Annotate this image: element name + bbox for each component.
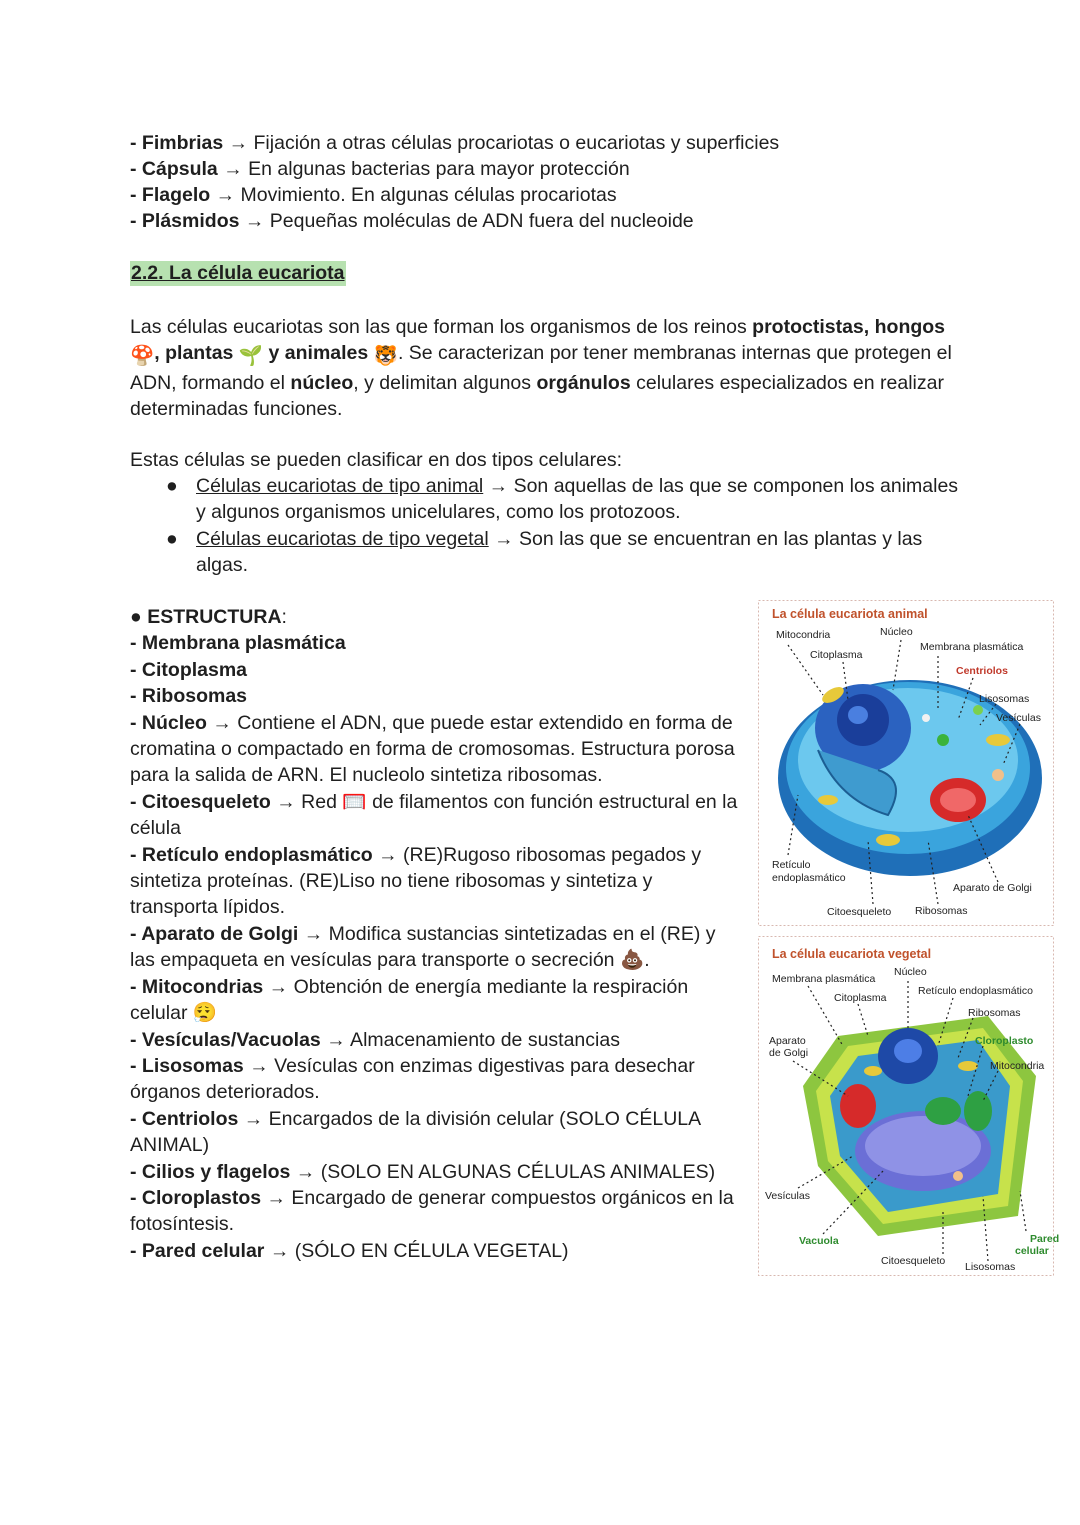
- term: - Vesículas/Vacuolas: [130, 1028, 321, 1051]
- label-nucleo: Núcleo: [894, 966, 927, 978]
- structure-item: [130, 1159, 742, 1185]
- structure-section: [130, 604, 742, 1264]
- desc: → En algunas bacterias para mayor protección: [217, 158, 630, 180]
- label-vesiculas: Vesículas: [765, 1190, 810, 1202]
- desc: → Red 🥅 de filamentos con función estructural en la célula: [130, 790, 738, 840]
- term: - Pared celular: [130, 1239, 265, 1262]
- list-item-fimbrias: [130, 130, 779, 156]
- structure-title: [130, 604, 742, 630]
- bullet-icon: ●: [166, 527, 178, 550]
- label-mitocondria: Mitocondria: [776, 629, 831, 641]
- label-vacuola: Vacuola: [799, 1235, 839, 1247]
- term: - Plásmidos: [130, 210, 240, 232]
- structure-item: [130, 630, 742, 656]
- figure-title: La célula eucariota animal: [772, 607, 928, 621]
- desc: → Pequeñas moléculas de ADN fuera del nucleoide: [239, 210, 694, 232]
- text: Las células eucariotas son las que forman los organismos de los reinos: [130, 316, 753, 338]
- bold-text: núcleo: [290, 371, 354, 394]
- colon: :: [281, 606, 287, 628]
- structure-item: [130, 657, 742, 683]
- desc: → (RE)Rugoso ribosomas pegados y sintetiza proteínas. (RE)Liso no tiene ribosomas y sintetiza y transporta lípidos.: [130, 843, 702, 919]
- tiger-icon: 🐯: [373, 345, 398, 368]
- text: celulares especializados en realizar determinadas funciones.: [130, 371, 944, 421]
- label-citoplasma: Citoplasma: [834, 992, 887, 1004]
- type-title: Células eucariotas de tipo vegetal: [196, 527, 489, 550]
- term: - Ribosomas: [130, 685, 248, 708]
- term: - Fimbrias: [130, 132, 224, 154]
- label-pared-2: celular: [1015, 1245, 1049, 1257]
- term: - Núcleo: [130, 711, 207, 734]
- desc: → Encargados de la división celular (SOLO CÉLULA ANIMAL): [130, 1107, 701, 1157]
- animal-cell-figure: [758, 600, 1054, 926]
- structure-item: [130, 683, 742, 709]
- bold-text: hongos: [874, 316, 946, 338]
- term: - Citoesqueleto: [130, 790, 271, 813]
- intro-paragraph: [130, 314, 960, 423]
- label-ribosomas: Ribosomas: [968, 1007, 1021, 1019]
- term: - Flagelo: [130, 184, 211, 206]
- desc: → Encargado de generar compuestos orgánicos en la fotosíntesis.: [130, 1186, 734, 1236]
- term: - Cápsula: [130, 158, 218, 180]
- text: , y delimitan algunos: [353, 371, 537, 394]
- structure-item: [130, 974, 742, 1027]
- label-reticulo-2: endoplasmático: [772, 872, 846, 884]
- label-ribosomas: Ribosomas: [915, 905, 968, 917]
- label-reticulo: Retículo endoplasmático: [918, 985, 1033, 997]
- desc: → Modifica sustancias sintetizadas en el (RE) y las empaqueta en vesículas para transporte o secreción 💩.: [130, 922, 716, 972]
- bold-text: protoctistas,: [752, 316, 870, 338]
- structure-item: [130, 1053, 742, 1106]
- label-lisosomas: Lisosomas: [965, 1261, 1016, 1273]
- seedling-icon: 🌱: [238, 345, 264, 368]
- desc: → Contiene el ADN, que puede estar extendido en forma de cromatina o compactado en forma de cromosomas. Estructura porosa para la salida de ARN. El nucleolo sintetiza ribosomas.: [130, 711, 735, 787]
- desc: → Almacenamiento de sustancias: [320, 1028, 620, 1051]
- label-aparato-2: de Golgi: [769, 1047, 809, 1059]
- list-item-flagelo: [130, 182, 617, 208]
- section-heading: 2.2. La célula eucariota: [131, 262, 345, 284]
- label-nucleo: Núcleo: [880, 626, 913, 638]
- desc: → Movimiento. En algunas células procariotas: [210, 184, 617, 206]
- term: - Citoplasma: [130, 658, 248, 681]
- plant-cell-figure: [758, 936, 1060, 1276]
- type-title: Células eucariotas de tipo animal: [196, 475, 484, 497]
- list-item-capsula: [130, 156, 630, 182]
- mushroom-icon: 🍄: [130, 345, 155, 368]
- desc: → Vesículas con enzimas digestivas para desechar órganos deteriorados.: [130, 1054, 695, 1104]
- bold-text: y animales: [263, 342, 369, 365]
- label-citoesqueleto: Citoesqueleto: [881, 1255, 946, 1267]
- term: - Centriolos: [130, 1107, 239, 1130]
- label-membrana: Membrana plasmática: [772, 973, 876, 985]
- term: - Membrana plasmática: [130, 632, 346, 655]
- list-item: [130, 526, 960, 579]
- label-citoplasma: Citoplasma: [810, 649, 863, 661]
- types-list: [130, 473, 960, 579]
- label-lisosomas: Lisosomas: [979, 693, 1030, 705]
- label-golgi: Aparato de Golgi: [953, 882, 1032, 894]
- figure-title: La célula eucariota vegetal: [772, 947, 932, 961]
- desc: → (SOLO EN ALGUNAS CÉLULAS ANIMALES): [290, 1160, 716, 1183]
- list-item: [130, 473, 960, 526]
- structure-item: [130, 1106, 742, 1159]
- label-reticulo-1: Retículo: [772, 859, 811, 871]
- bold-text: , plantas: [154, 342, 234, 365]
- bold-text: orgánulos: [536, 371, 631, 394]
- label-aparato-1: Aparato: [769, 1035, 806, 1047]
- term: - Retículo endoplasmático: [130, 843, 373, 866]
- structure-item: [130, 842, 742, 921]
- bullet-icon: ●: [166, 475, 178, 497]
- label-citoesqueleto: Citoesqueleto: [827, 906, 892, 918]
- label-pared-1: Pared: [1030, 1233, 1060, 1245]
- desc: → (SÓLO EN CÉLULA VEGETAL): [264, 1239, 569, 1262]
- desc: → Fijación a otras células procariotas o eucariotas y superficies: [223, 132, 780, 154]
- types-intro: Estas células se pueden clasificar en dos tipos celulares:: [130, 449, 623, 471]
- label-mitocondria: Mitocondria: [990, 1060, 1045, 1072]
- term: - Cilios y flagelos: [130, 1160, 291, 1183]
- term: - Aparato de Golgi: [130, 922, 299, 945]
- label-membrana: Membrana plasmática: [920, 641, 1024, 653]
- structure-item: [130, 1238, 742, 1264]
- structure-item: [130, 710, 742, 789]
- label-centriolos: Centriolos: [956, 665, 1008, 677]
- label-vesiculas: Vesículas: [996, 712, 1041, 724]
- type-desc: → Son las que se encuentran en las plantas y las algas.: [196, 527, 923, 577]
- type-desc: → Son aquellas de las que se componen los animales y algunos organismos unicelulares, como los protozoos.: [196, 475, 959, 524]
- list-item-plasmidos: [130, 208, 694, 234]
- structure-item: [130, 789, 742, 842]
- text: . Se caracterizan por tener membranas internas que protegen el ADN, formando el: [130, 342, 952, 394]
- structure-item: [130, 1027, 742, 1053]
- term: - Mitocondrias: [130, 975, 264, 998]
- label-cloroplasto: Cloroplasto: [975, 1035, 1034, 1047]
- structure-item: [130, 921, 742, 974]
- term: - Lisosomas: [130, 1054, 244, 1077]
- desc: → Obtención de energía mediante la respiración celular 😮‍💨: [130, 975, 689, 1025]
- structure-title-text: ● ESTRUCTURA: [130, 606, 282, 628]
- term: - Cloroplastos: [130, 1186, 262, 1209]
- structure-item: [130, 1185, 742, 1238]
